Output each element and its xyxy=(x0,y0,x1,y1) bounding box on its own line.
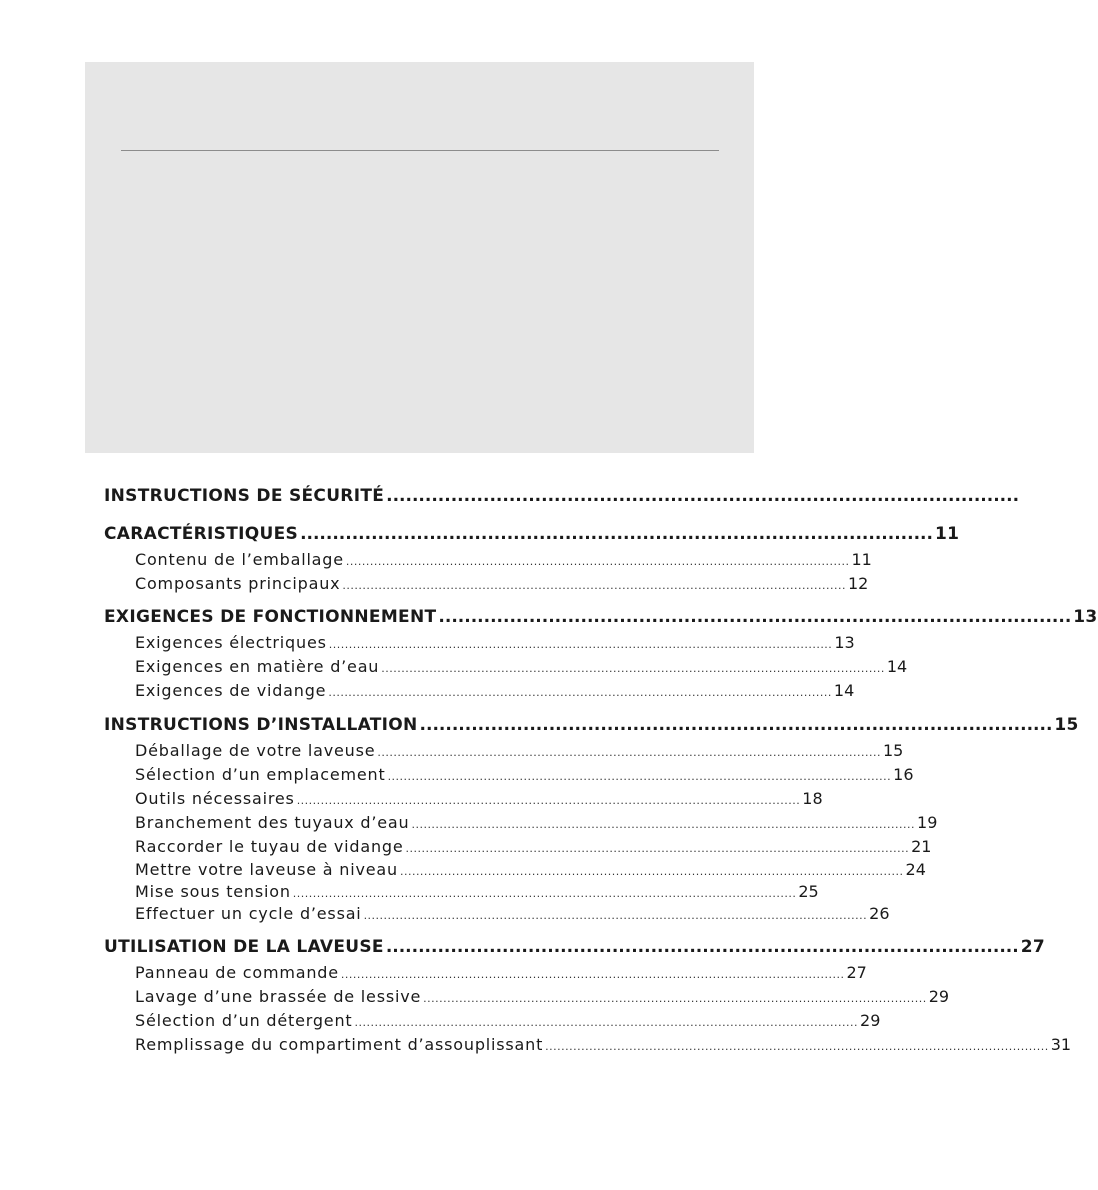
toc-label: Composants principaux xyxy=(135,574,341,593)
toc-leader: .............................................................................................................................. xyxy=(340,968,845,981)
toc-leader: .............................................................................................................................. xyxy=(423,992,927,1005)
toc-entry xyxy=(104,574,869,593)
toc-page-number: 14 xyxy=(833,681,855,700)
toc-label: Déballage de votre laveuse xyxy=(135,741,376,760)
toc-leader: .............................................................................................................................. xyxy=(377,746,881,759)
toc-leader: .............................................................................................................................. xyxy=(381,662,885,675)
toc-page-number: 27 xyxy=(1020,937,1045,957)
toc-label: INSTRUCTIONS DE SÉCURITÉ xyxy=(104,486,385,506)
toc-leader: .............................................................................................................................. xyxy=(292,887,797,900)
toc-leader: .............................................................................................................................. xyxy=(411,818,916,831)
toc-page-number: 18 xyxy=(802,789,823,808)
toc-entry xyxy=(104,904,890,923)
toc-leader: .............................................................................................................................. xyxy=(387,770,892,783)
toc-entry xyxy=(104,741,904,760)
toc-heading-requirements xyxy=(104,607,1098,627)
toc-page-number: 15 xyxy=(1054,715,1079,735)
toc-label: INSTRUCTIONS D’INSTALLATION xyxy=(104,715,418,735)
toc-label: Mettre votre laveuse à niveau xyxy=(135,860,398,879)
toc-label: CARACTÉRISTIQUES xyxy=(104,524,299,544)
toc-heading-features xyxy=(104,524,960,544)
toc-entry xyxy=(104,657,908,676)
toc-page-number: 19 xyxy=(917,813,938,832)
toc-entry xyxy=(104,550,872,569)
toc-leader: .................................................................................................. xyxy=(300,524,933,544)
toc-entry xyxy=(104,681,855,700)
toc-page-number: 11 xyxy=(934,524,960,544)
toc-label: Exigences en matière d’eau xyxy=(135,657,380,676)
toc-leader: .............................................................................................................................. xyxy=(363,909,868,922)
toc-page-number: 26 xyxy=(869,904,890,923)
toc-leader: .................................................................................................. xyxy=(438,607,1072,627)
toc-heading-installation xyxy=(104,715,1079,735)
toc-entry xyxy=(104,633,855,652)
toc-entry xyxy=(104,813,938,832)
toc-entry xyxy=(104,1011,881,1030)
toc-heading-usage xyxy=(104,937,1045,957)
toc-page-number: 25 xyxy=(798,882,819,901)
toc-leader: .................................................................................................. xyxy=(385,937,1019,957)
toc-heading-safety xyxy=(104,486,1020,506)
toc-label: Lavage d’une brassée de lessive xyxy=(135,987,422,1006)
toc-entry xyxy=(104,765,914,784)
toc-entry xyxy=(104,860,926,879)
toc-page-number: 13 xyxy=(834,633,855,652)
toc-page-number: 31 xyxy=(1050,1035,1072,1054)
horizontal-rule xyxy=(121,150,719,151)
toc-label: Raccorder le tuyau de vidange xyxy=(135,837,404,856)
toc-page-number: 27 xyxy=(846,963,867,982)
toc-page-number: 11 xyxy=(851,550,872,569)
toc-label: UTILISATION DE LA LAVEUSE xyxy=(104,937,384,957)
toc-label: Sélection d’un détergent xyxy=(135,1011,353,1030)
toc-entry xyxy=(104,789,823,808)
toc-leader: .............................................................................................................................. xyxy=(545,1040,1049,1053)
toc-page-number: 24 xyxy=(905,860,926,879)
toc-label: Sélection d’un emplacement xyxy=(135,765,386,784)
toc-label: EXIGENCES DE FONCTIONNEMENT xyxy=(104,607,437,627)
toc-label: Exigences électriques xyxy=(135,633,327,652)
toc-leader: .............................................................................................................................. xyxy=(342,579,846,592)
cover-image-placeholder xyxy=(85,62,754,453)
toc-leader: .............................................................................................................................. xyxy=(328,686,832,699)
toc-leader: .............................................................................................................................. xyxy=(354,1016,859,1029)
toc-label: Branchement des tuyaux d’eau xyxy=(135,813,410,832)
toc-label: Exigences de vidange xyxy=(135,681,327,700)
toc-leader: .................................................................................................. xyxy=(386,486,1020,506)
toc-leader: .............................................................................................................................. xyxy=(328,638,833,651)
toc-page-number: 29 xyxy=(928,987,950,1006)
toc-page-number: 15 xyxy=(882,741,904,760)
toc-page-number: 21 xyxy=(911,837,932,856)
toc-leader: .............................................................................................................................. xyxy=(399,865,904,878)
toc-label: Panneau de commande xyxy=(135,963,339,982)
toc-page-number: 12 xyxy=(847,574,869,593)
toc-page-number: 14 xyxy=(886,657,908,676)
toc-leader: .............................................................................................................................. xyxy=(405,842,910,855)
toc-label: Remplissage du compartiment d’assouplissant xyxy=(135,1035,544,1054)
toc-entry xyxy=(104,837,932,856)
toc-entry xyxy=(104,987,950,1006)
toc-label: Effectuer un cycle d’essai xyxy=(135,904,362,923)
toc-entry xyxy=(104,1035,1072,1054)
toc-leader: .................................................................................................. xyxy=(419,715,1053,735)
toc-entry xyxy=(104,963,867,982)
toc-label: Contenu de l’emballage xyxy=(135,550,344,569)
toc-page-number: 29 xyxy=(860,1011,881,1030)
toc-leader: .............................................................................................................................. xyxy=(345,555,850,568)
toc-label: Outils nécessaires xyxy=(135,789,295,808)
toc-page-number: 13 xyxy=(1073,607,1098,627)
toc-label: Mise sous tension xyxy=(135,882,291,901)
toc-page-number: 16 xyxy=(893,765,914,784)
toc-leader: .............................................................................................................................. xyxy=(296,794,801,807)
toc-entry xyxy=(104,882,819,901)
